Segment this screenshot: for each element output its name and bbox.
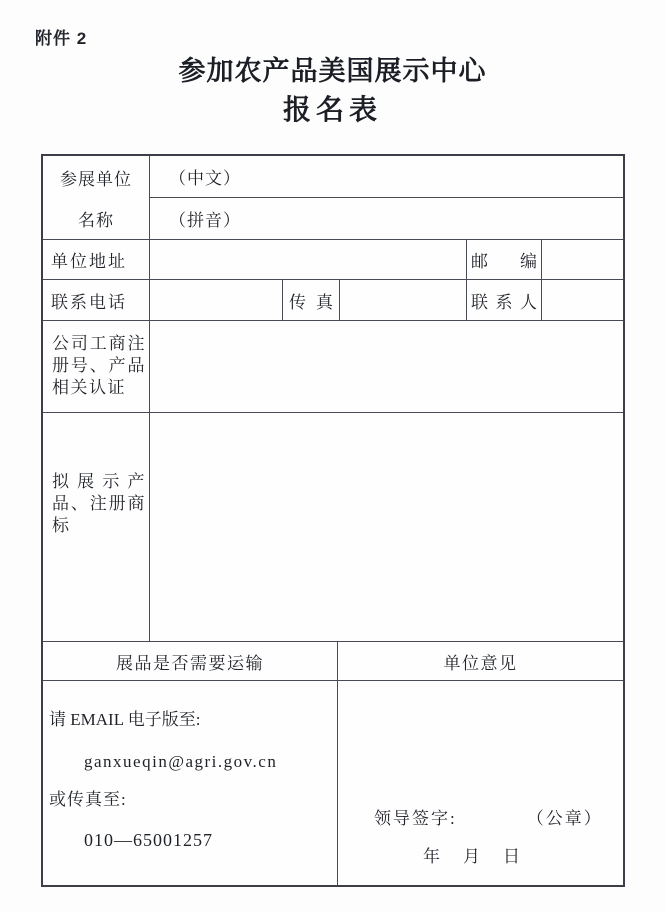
- row-registration: [43, 321, 623, 413]
- products-label: 拟展示产品、注册商标: [43, 413, 150, 641]
- shipping-header: 展品是否需要运输: [43, 642, 338, 680]
- contact-person-input-cell[interactable]: [542, 280, 623, 320]
- form-table: [41, 154, 625, 887]
- date-line: 年 月 日: [423, 847, 523, 866]
- phone-input-cell[interactable]: [150, 280, 283, 320]
- postcode-label: [467, 240, 542, 279]
- official-seal-label: （公章）: [526, 809, 603, 828]
- email-instruction: 请 EMAIL 电子版至:: [49, 710, 201, 729]
- fax-label: [283, 280, 340, 320]
- row-address: [43, 240, 623, 280]
- form-title: [0, 52, 665, 130]
- fax-input-cell[interactable]: [340, 280, 467, 320]
- opinion-header: 单位意见: [443, 653, 518, 673]
- row-section-headers: [43, 642, 623, 681]
- row-contact: [43, 280, 623, 321]
- row-unit-name: [43, 156, 623, 240]
- address-input-cell[interactable]: [150, 240, 467, 279]
- submission-cell: [43, 681, 338, 885]
- registration-label: 公司工商注册号、产品相关认证: [43, 321, 150, 412]
- form-title-line2: 报名表: [282, 94, 382, 125]
- email-address: ganxueqin@agri.gov.cn: [84, 752, 278, 771]
- unit-name-label-line2: 名称: [78, 210, 114, 230]
- fax-instruction: 或传真至:: [49, 790, 127, 809]
- leader-signature-label: 领导签字:: [374, 809, 457, 828]
- fax-label-text: 传真: [289, 292, 333, 312]
- contact-person-label-text: 联系人: [471, 292, 537, 312]
- unit-name-label: [43, 156, 150, 239]
- address-label: 单位地址: [43, 240, 150, 279]
- fax-number: 010—65001257: [84, 830, 213, 850]
- postcode-input-cell[interactable]: [542, 240, 623, 279]
- postcode-label-text: 邮编: [471, 252, 537, 271]
- products-input-cell[interactable]: [150, 413, 623, 641]
- row-submission-opinion: [43, 681, 623, 885]
- registration-input-cell[interactable]: [150, 321, 623, 412]
- opinion-cell[interactable]: [338, 681, 623, 885]
- unit-name-label-line1: 参展单位: [60, 169, 132, 189]
- phone-label: 联系电话: [43, 280, 150, 320]
- signature-row: [374, 809, 623, 829]
- contact-person-label: [467, 280, 542, 320]
- unit-name-pinyin-cell[interactable]: （拼音）: [169, 211, 241, 230]
- attachment-note: 附件 2: [35, 29, 88, 48]
- unit-name-chinese-cell[interactable]: （中文）: [150, 156, 623, 198]
- form-title-line1: 参加农产品美国展示中心: [178, 56, 487, 86]
- unit-name-fields: [150, 156, 623, 239]
- row-products: [43, 413, 623, 642]
